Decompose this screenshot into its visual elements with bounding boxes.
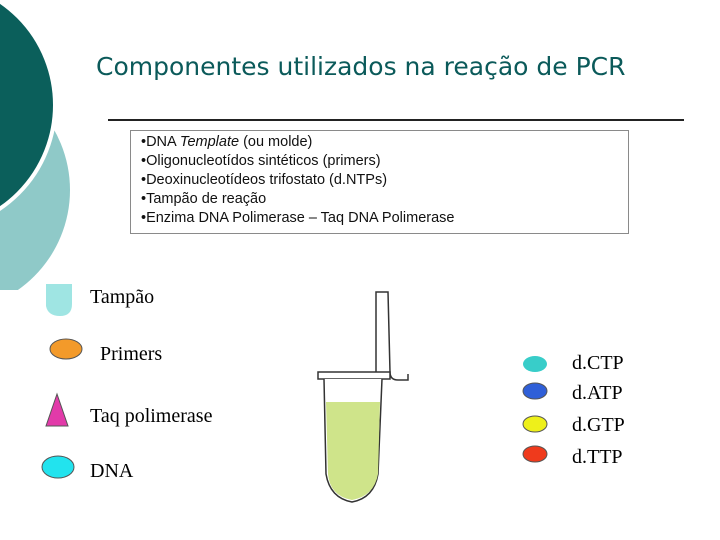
ntp-label-dctp: d.CTP (572, 352, 624, 374)
datp-dot-icon (523, 383, 547, 399)
component-item: •Enzima DNA Polimerase – Taq DNA Polimerase (141, 210, 455, 226)
legend-label-dna: DNA (90, 460, 134, 482)
dttp-dot-icon (523, 446, 547, 462)
component-item: •DNA Template (ou molde) (141, 134, 313, 150)
ntp-dots (520, 354, 550, 464)
legend-label-taq: Taq polimerase (90, 405, 213, 427)
dgtp-dot-icon (523, 416, 547, 432)
ntp-label-dgtp: d.GTP (572, 414, 625, 436)
tube-liquid (326, 402, 380, 500)
magenta-triangle-icon (44, 392, 70, 428)
cup-shape-icon (44, 282, 74, 318)
title-divider (108, 119, 684, 121)
pcr-tube-icon (312, 288, 422, 510)
dctp-dot-icon (523, 356, 547, 372)
orange-ellipse-icon (48, 337, 84, 361)
component-item: •Deoxinucleotídeos trifostato (d.NTPs) (141, 172, 388, 188)
ntp-label-datp: d.ATP (572, 382, 623, 404)
cyan-ellipse-icon (40, 453, 76, 481)
corner-decoration (0, 0, 80, 290)
legend-label-tampao: Tampão (90, 286, 155, 308)
component-item: •Oligonucleotídos sintéticos (primers) (141, 153, 381, 169)
legend-label-primers: Primers (100, 343, 163, 365)
components-box (130, 130, 629, 234)
ntp-label-dttp: d.TTP (572, 446, 623, 468)
component-item: •Tampão de reação (141, 191, 267, 207)
page-title: Componentes utilizados na reação de PCR (96, 52, 626, 81)
